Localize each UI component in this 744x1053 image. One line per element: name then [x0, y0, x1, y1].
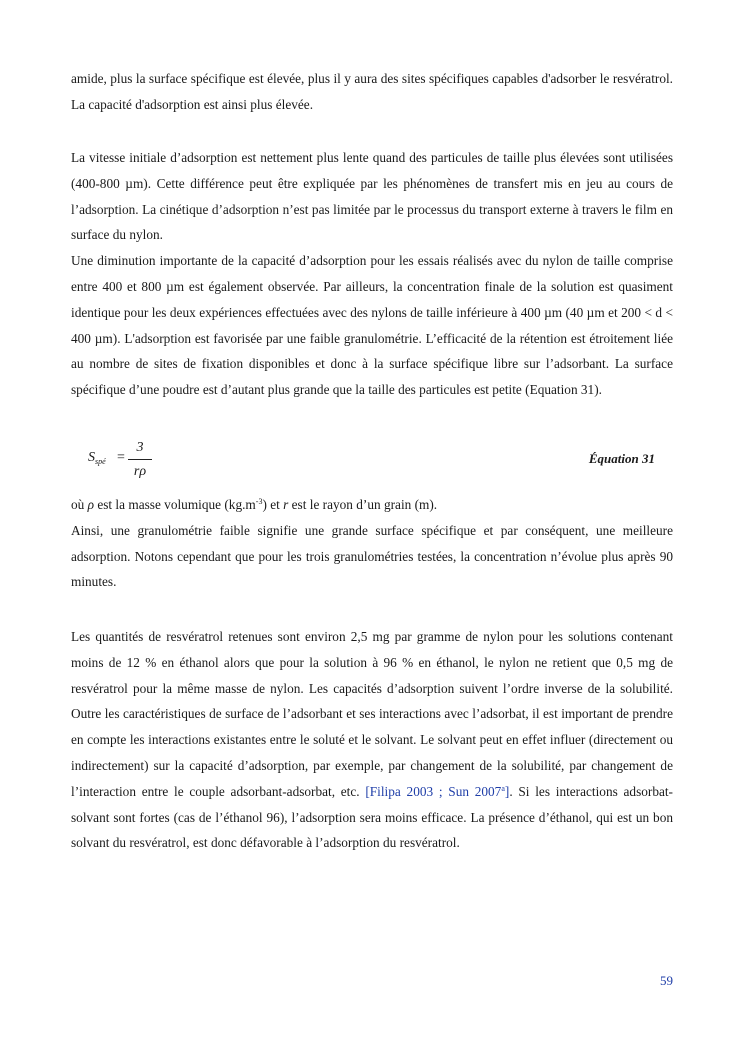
- equation-denominator: rρ: [133, 464, 147, 479]
- paragraph-2-text: La vitesse initiale d’adsorption est nettement plus lente quand des particules de taille plus élevées sont utilisées (400-800 µm). Cette différence peut être expliquée par les phénomènes de transfert mis en jeu au cours de l’adsorption. La cinétique d’adsorption n’est pas limitée par le processus du transport externe à travers le film en surface du nylon.: [71, 150, 673, 243]
- p4-text-c: ) et: [262, 497, 284, 512]
- equation-subscript: spé: [95, 457, 106, 466]
- paragraph-6-text: [71, 624, 673, 856]
- equation-equals: =: [117, 450, 125, 465]
- r-symbol: r: [283, 497, 289, 512]
- paragraph-3-text: Une diminution importante de la capacité d’adsorption pour les essais réalisés avec du nylon de taille comprise entre 400 et 800 µm est également observée. Par ailleurs, la concentration finale de la solution est quasiment identique pour les deux expériences effectuées avec des nylons de taille inférieure à 400 µm (40 µm et 200 < d < 400 µm). L'adsorption est favorisée par une faible granulométrie. L’efficacité de la rétention est étroitement liée au nombre de sites de fixation disponibles et donc à la surface spécifique libre sur l’adsorbant. La surface spécifique d’une poudre est d’autant plus grande que la taille des particules est petite (Equation 31).: [71, 253, 673, 398]
- paragraph-group-2: [71, 145, 673, 403]
- p4-text-a: où: [71, 497, 88, 512]
- p6-text-b: . Si les interactions adsorbat-solvant sont fortes (cas de l’éthanol 96), l’adsorption sera moins efficace. La présence d’éthanol, qui est un bon solvant du resvératrol, est donc défavorable à l’adsorption du resvératrol.: [71, 783, 673, 851]
- paragraph-group-4: [71, 492, 673, 595]
- p4-text-d: est le rayon d’un grain (m).: [288, 497, 438, 512]
- equation-lhs: [88, 450, 106, 466]
- paragraph-6: [71, 624, 673, 856]
- equation-symbol-s: S: [88, 450, 95, 465]
- equation-31: [88, 440, 673, 484]
- equation-numerator: 3: [136, 440, 144, 455]
- p6-text-a: Les quantités de resvératrol retenues sont environ 2,5 mg par gramme de nylon pour les solutions contenant moins de 12 % en éthanol alors que pour la solution à 96 % en éthanol, le nylon ne retient que 0,5 mg de resvératrol pour la même masse de nylon. Les capacités d’adsorption suivent l’ordre inverse de la solubilité. Outre les caractéristiques de surface de l’adsorbant et ses interactions avec l’adsorbat, il est important de prendre en compte les interactions existantes entre le soluté et le solvant. Le solvant peut en effet influer (directement ou indirectement) sur la capacité d’adsorption, par exemple, par changement de la solubilité, par changement de l’interaction entre le couple adsorbant-adsorbat, etc.: [71, 629, 673, 799]
- paragraph-5-text: Ainsi, une granulométrie faible signifie une grande surface spécifique et par conséquent, une meilleure adsorption. Notons cependant que pour les trois granulométries testées, la concentration n’évolue plus après 90 minutes.: [71, 522, 673, 590]
- paragraph-4-text: [71, 492, 673, 518]
- paragraph-1-text: amide, plus la surface spécifique est élevée, plus il y aura des sites spécifiques capables d'adsorber le resvératrol. La capacité d'adsorption est ainsi plus élevée.: [71, 71, 673, 112]
- equation-label: Équation 31: [588, 451, 655, 466]
- rho-symbol: ρ: [87, 497, 95, 512]
- paragraph-1: [71, 66, 673, 118]
- p4-text-b: est la masse volumique (kg.m: [94, 497, 256, 512]
- citation-close: ]: [504, 783, 510, 799]
- page-number: 59: [660, 973, 673, 988]
- fraction-bar: [128, 459, 152, 460]
- citation-superscript: a: [501, 783, 505, 793]
- citation-link[interactable]: [365, 784, 509, 799]
- citation-text: [Filipa 2003 ; Sun 2007: [365, 783, 502, 799]
- equation-fraction: [128, 440, 152, 480]
- p4-exponent: -3: [255, 497, 263, 506]
